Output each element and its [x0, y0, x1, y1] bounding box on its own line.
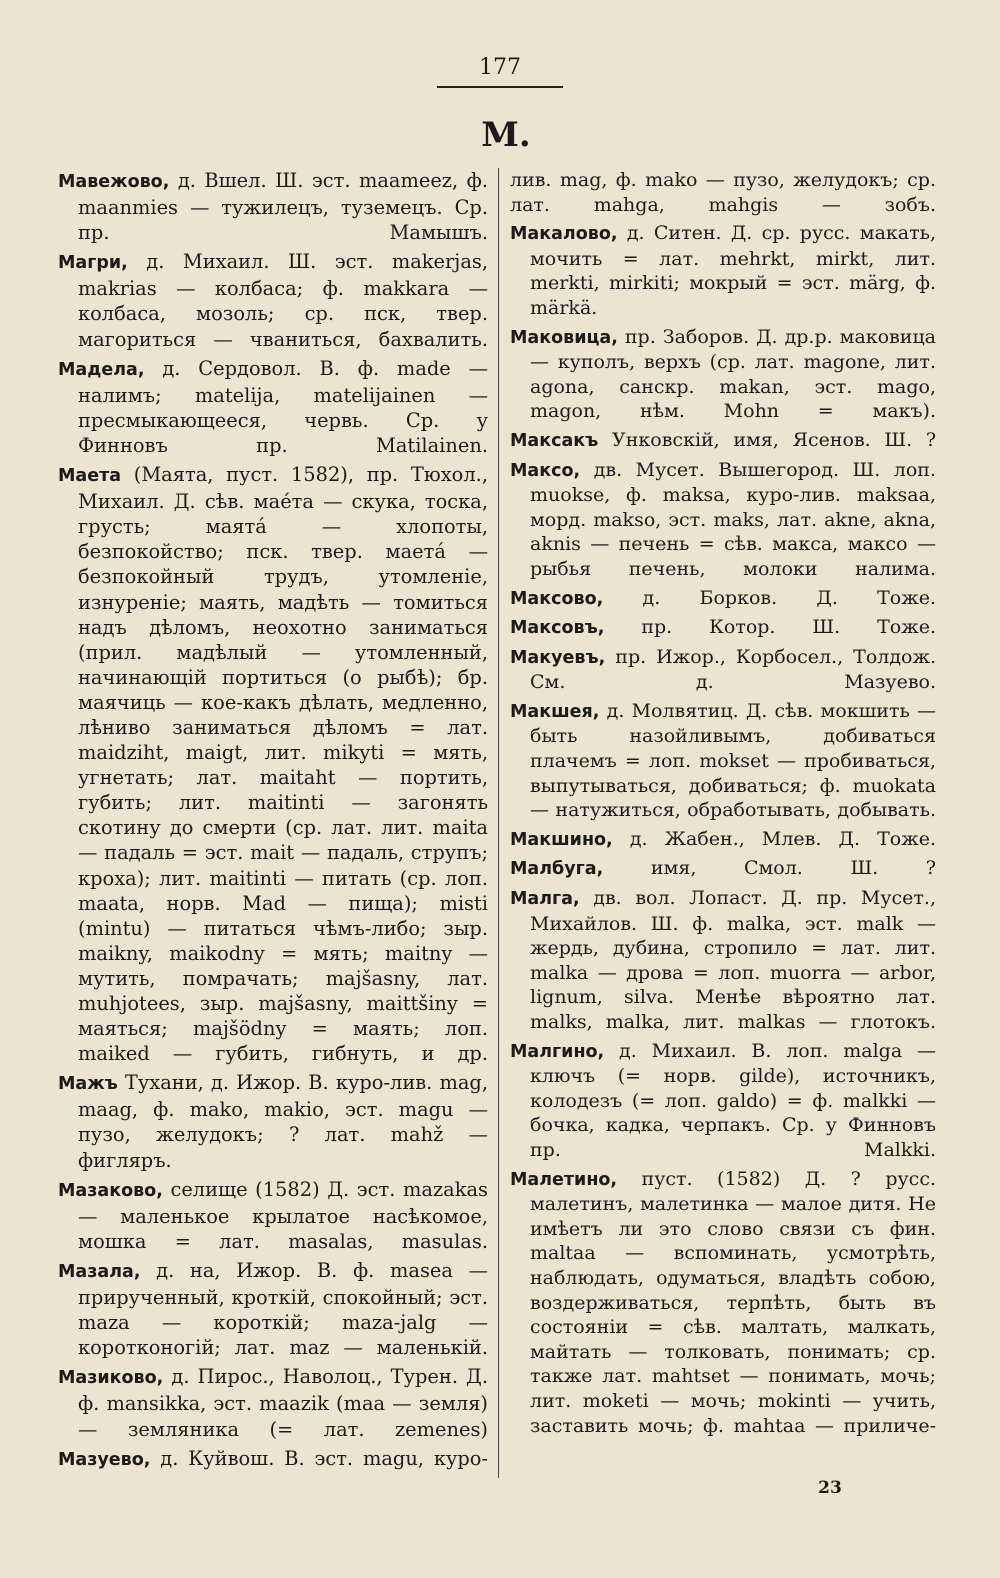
- entry-headword: Малбуга,: [510, 859, 604, 880]
- continued-entry-text: лив. mag, ф. mako — пузо, желудокъ; ср. лат. mahga, mahgis — зобъ.: [510, 169, 936, 216]
- printer-signature-mark: 23: [818, 1478, 842, 1498]
- entry-headword: Мазаково,: [58, 1180, 163, 1201]
- entry-definition: д. Молвятиц. Д. сѣв. мокшить — быть назойливымъ, добиваться плачемъ = лоп. mokset — пробиваться, выпутываться, добиваться; ф. muokata — натужиться, обработывать, добывать.: [530, 699, 936, 822]
- entry-definition: пр. Ижор., Корбосел., Толдож. См. д. Мазуево.: [530, 645, 936, 694]
- entry-headword: Мажъ: [58, 1074, 118, 1095]
- entry-definition: д. Вшел. Ш. эст. maameez, ф. maanmies — тужилецъ, туземецъ. Ср. пр. Мамышъ.: [78, 169, 488, 245]
- entry-headword: Маковица,: [510, 327, 618, 348]
- right-column: [510, 168, 936, 1442]
- dictionary-entry: [510, 428, 936, 454]
- dictionary-entry: [510, 221, 936, 320]
- column-divider: [498, 168, 499, 1478]
- entry-headword: Мазуево,: [58, 1449, 151, 1470]
- entry-definition: д. Пирос., Наволоц., Турен. Д. ф. mansikka, эст. maazik (maa — земля) — земляника (= лат. zemenes): [78, 1365, 488, 1441]
- dictionary-entry: [510, 1039, 936, 1163]
- entry-definition: Унковскій, имя, Ясенов. Ш. ?: [598, 428, 936, 451]
- dictionary-entry: [58, 168, 488, 245]
- entry-definition: д. Михаил. В. лоп. malga — ключъ (= норв. gilde), источникъ, колодезъ (= лоп. galdo) = ф. malkki — бочка, кадка, черпакъ. Ср. у Финновъ пр. Malkki.: [530, 1039, 936, 1161]
- entry-headword: Малгино,: [510, 1041, 605, 1062]
- entry-headword: Мадела,: [58, 359, 145, 380]
- dictionary-entry: [58, 1177, 488, 1254]
- dictionary-entry: [510, 615, 936, 641]
- left-column: [58, 168, 488, 1477]
- entry-definition: (Маята, пуст. 1582), пр. Тюхол., Михаил. Д. сѣв. мае́та — скука, тоска, грусть; маятá — хлопоты, безпокойство; пск. твер. маетá — безпокойный трудъ, утомленіе, изнуреніе; маять, мадѣть — томиться надъ дѣломъ, неохотно заниматься (прил. мадѣлый — утомленный, начинающій портиться (о рыбѣ); бр. маячиць — кое-какъ дѣлать, медленно, лѣниво заниматься дѣломъ = лат. maidziht, maigt, лит. mikyti = мять, угнетать; лат. maitaht — портить, губить; лит. maitinti — загонять скотину до смерти (ср. лат. лит. maita — падаль = эст. mait — падаль, струпъ; кроха); лит. maitinti — питать (ср. лоп. maata, норв. Mad — пища); misti (mintu) — питаться чѣмъ-либо; зыр. maikny, maikodny = мять; maitny — мутить, помрачать; majšasny, лат. muhjotees, зыр. majšasny, maittšiny = маяться; majšödny = маять; лоп. maiked — губить, гибнуть, и др.: [78, 463, 488, 1066]
- entry-definition: селище (1582) Д. эст. mazakas — маленькое крылатое насѣкомое, мошка = лат. masalas, masulas.: [78, 1177, 488, 1253]
- dictionary-entry: [58, 1070, 488, 1172]
- entry-definition: дв. Мусет. Вышегород. Ш. лоп. muokse, ф. maksa, куро-лив. maksaa, морд. makso, эст. maks, лат. akne, akna, aknis — печень = сѣв. макса, максо — рыбья печень, молоки налима.: [530, 458, 936, 580]
- entry-definition: д. Михаил. Ш. эст. makerjas, makrias — колбаса; ф. makkara — колбаса, мозоль; ср. пск, твер. магориться — чваниться, бахвалить.: [78, 250, 488, 351]
- entry-headword: Максовъ,: [510, 618, 605, 639]
- dictionary-entry: [510, 586, 936, 612]
- entry-headword: Максово,: [510, 588, 604, 609]
- entry-definition: д. Куйвош. В. эст. magu, куро-: [150, 1446, 488, 1470]
- entry-headword: Магри,: [58, 253, 128, 274]
- entry-definition: дв. вол. Лопаст. Д. пр. Мусет., Михайлов. Ш. ф. malka, эст. malk — жердь, дубина, стропило = лат. лит. malka — дрова = лоп. muorra — arbor, lignum, silva. Менѣе вѣроятно лат. malks, malka, лит. malkas — глотокъ.: [530, 887, 936, 1033]
- dictionary-entry: [510, 325, 936, 424]
- dictionary-entry: [58, 356, 488, 458]
- dictionary-entry: [510, 699, 936, 823]
- section-letter: М.: [481, 115, 531, 155]
- entry-headword: Мазала,: [58, 1261, 141, 1282]
- dictionary-entry: [510, 886, 936, 1035]
- dictionary-entry: [58, 249, 488, 351]
- entry-headword: Макшино,: [510, 829, 613, 850]
- entry-headword: Малетино,: [510, 1169, 618, 1190]
- dictionary-entry: [58, 1258, 488, 1360]
- dictionary-entry: [510, 645, 936, 695]
- entry-definition: пуст. (1582) Д. ? русс. малетинъ, малетинка — малое дитя. Не имѣетъ ли это слово связи съ фин. maltaa — вспоминать, усмотрѣть, наблюдать, одуматься, владѣть собою, воздерживаться, терпѣть, быть въ состояніи = сѣв. малтать, малкать, майтать — толковать, понимать; ср. также лат. mahtset — понимать, мочь; лит. moketi — мочь; mokinti — учить, заставить мочь; ф. mahtaa — приличе-: [530, 1167, 936, 1437]
- page-number-rule: [437, 86, 563, 88]
- entry-definition: д. Борков. Д. Тоже.: [603, 586, 936, 609]
- dictionary-entry: [510, 856, 936, 882]
- page-number: 177: [479, 55, 521, 80]
- dictionary-entry: [58, 462, 488, 1066]
- dictionary-entry: [58, 1364, 488, 1441]
- dictionary-entry: [58, 1446, 488, 1473]
- entry-headword: Макшея,: [510, 701, 600, 722]
- entry-definition: д. Сердовол. В. ф. made — налимъ; matelija, matelijainen — пресмыкающееся, червь. Ср. у Финновъ пр. Matilainen.: [78, 356, 488, 457]
- dictionary-entry: [510, 458, 936, 582]
- entry-headword: Максакъ: [510, 430, 599, 451]
- entry-definition: д. на, Ижор. В. ф. masea — прирученный, кроткій, спокойный; эст. maza — короткій; maza-jalg — коротконогій; лат. maz — маленькій.: [78, 1258, 488, 1360]
- entry-definition: пр. Котор. Ш. Тоже.: [604, 616, 936, 639]
- entry-headword: Макалово,: [510, 224, 618, 245]
- entry-definition: имя, Смол. Ш. ?: [603, 857, 936, 880]
- dictionary-entry: [510, 827, 936, 853]
- entry-headword: Маета: [58, 466, 122, 487]
- entry-headword: Максо,: [510, 460, 581, 481]
- entry-definition: Тухани, д. Ижор. В. куро-лив. mag, maag, ф. mako, makio, эст. magu — пузо, желудокъ; ? лат. mahž — фигляръ.: [78, 1071, 488, 1172]
- entry-headword: Мавежово,: [58, 172, 170, 192]
- entry-definition: д. Жабен., Млев. Д. Тоже.: [612, 827, 936, 850]
- entry-headword: Макуевъ,: [510, 647, 606, 668]
- dictionary-entry: [510, 1167, 936, 1439]
- entry-headword: Мазиково,: [58, 1368, 164, 1389]
- entry-headword: Малга,: [510, 889, 580, 910]
- entry-definition: пр. Заборов. Д. др.р. маковица — куполъ, верхъ (ср. лат. magone, лит. agona, санскр. makan, эст. mago, magon, нѣм. Mohn = макъ).: [530, 325, 936, 423]
- entry-definition: д. Ситен. Д. ср. русс. макать, мочить = лат. mehrkt, mirkt, лит. merkti, mirkiti; мокрый = эст. märg, ф. märkä.: [530, 222, 936, 319]
